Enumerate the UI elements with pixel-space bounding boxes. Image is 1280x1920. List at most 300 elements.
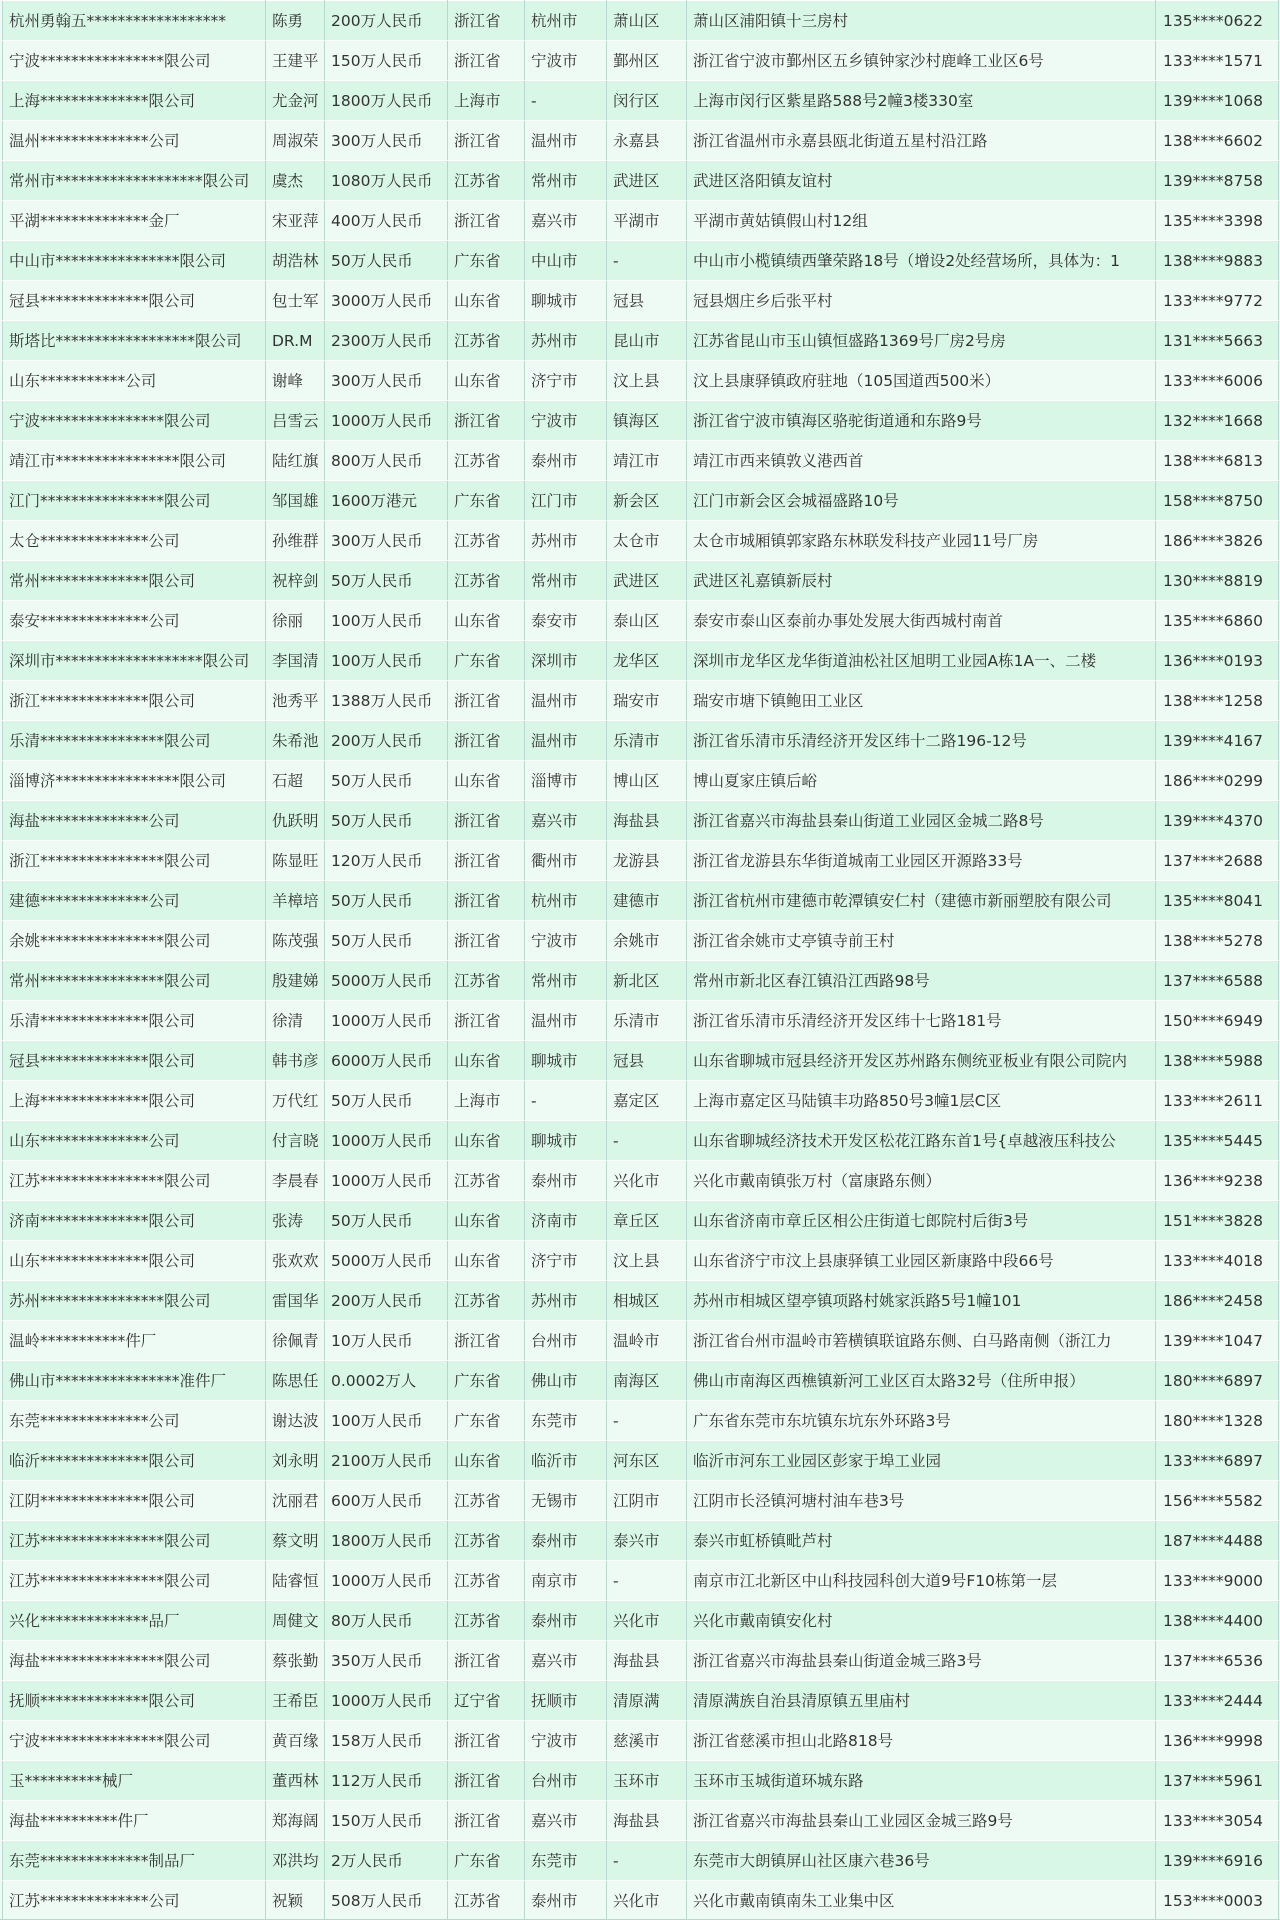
registered-capital-cell: 400万人民币 — [325, 201, 448, 241]
company-name-cell: 海盐****************限公司 — [3, 1641, 266, 1681]
city-cell: 温州市 — [525, 121, 607, 161]
legal-rep-cell: 万代红 — [266, 1081, 325, 1121]
company-name-cell: 江苏****************限公司 — [3, 1161, 266, 1201]
table-row[interactable] — [3, 1721, 1279, 1761]
phone-cell: 138****9883 — [1156, 241, 1279, 281]
address-cell: 萧山区浦阳镇十三房村 — [687, 1, 1156, 41]
table-row[interactable] — [3, 1681, 1279, 1721]
legal-rep-cell: 蔡文明 — [266, 1521, 325, 1561]
table-row[interactable] — [3, 1161, 1279, 1201]
table-row[interactable] — [3, 1801, 1279, 1841]
phone-cell: 133****9000 — [1156, 1561, 1279, 1601]
district-cell: 海盐县 — [607, 801, 687, 841]
district-cell: 相城区 — [607, 1281, 687, 1321]
registered-capital-cell: 10万人民币 — [325, 1321, 448, 1361]
phone-cell: 132****1668 — [1156, 401, 1279, 441]
district-cell: 温岭市 — [607, 1321, 687, 1361]
district-cell: 龙游县 — [607, 841, 687, 881]
company-name-cell: 玉**********械厂 — [3, 1761, 266, 1801]
address-cell: 浙江省慈溪市担山北路818号 — [687, 1721, 1156, 1761]
legal-rep-cell: 徐清 — [266, 1001, 325, 1041]
address-cell: 武进区洛阳镇友谊村 — [687, 161, 1156, 201]
table-row[interactable] — [3, 881, 1279, 921]
table-row[interactable] — [3, 1761, 1279, 1801]
registered-capital-cell: 508万人民币 — [325, 1881, 448, 1920]
legal-rep-cell: 陆红旗 — [266, 441, 325, 481]
legal-rep-cell: 周淑荣 — [266, 121, 325, 161]
phone-cell: 133****4018 — [1156, 1241, 1279, 1281]
table-row[interactable] — [3, 1641, 1279, 1681]
table-row[interactable] — [3, 401, 1279, 441]
registered-capital-cell: 200万人民币 — [325, 1, 448, 41]
province-cell: 山东省 — [448, 601, 525, 641]
address-cell: 南京市江北新区中山科技园科创大道9号F10栋第一层 — [687, 1561, 1156, 1601]
legal-rep-cell: 包士军 — [266, 281, 325, 321]
phone-cell: 137****6536 — [1156, 1641, 1279, 1681]
registered-capital-cell: 50万人民币 — [325, 881, 448, 921]
district-cell: 章丘区 — [607, 1201, 687, 1241]
legal-rep-cell: 雷国华 — [266, 1281, 325, 1321]
phone-cell: 135****3398 — [1156, 201, 1279, 241]
registered-capital-cell: 100万人民币 — [325, 641, 448, 681]
registered-capital-cell: 1000万人民币 — [325, 1001, 448, 1041]
city-cell: 济南市 — [525, 1201, 607, 1241]
city-cell: 泰州市 — [525, 441, 607, 481]
address-cell: 山东省聊城经济技术开发区松花江路东首1号{卓越液压科技公 — [687, 1121, 1156, 1161]
address-cell: 浙江省嘉兴市海盐县秦山街道工业园区金城二路8号 — [687, 801, 1156, 841]
registered-capital-cell: 1388万人民币 — [325, 681, 448, 721]
registered-capital-cell: 80万人民币 — [325, 1601, 448, 1641]
address-cell: 浙江省台州市温岭市箬横镇联谊路东侧、白马路南侧（浙江力 — [687, 1321, 1156, 1361]
table-row[interactable] — [3, 1601, 1279, 1641]
address-cell: 临沂市河东工业园区彭家于埠工业园 — [687, 1441, 1156, 1481]
legal-rep-cell: 徐佩青 — [266, 1321, 325, 1361]
province-cell: 浙江省 — [448, 801, 525, 841]
province-cell: 江苏省 — [448, 161, 525, 201]
city-cell: 东莞市 — [525, 1841, 607, 1881]
registered-capital-cell: 6000万人民币 — [325, 1041, 448, 1081]
legal-rep-cell: 陈思任 — [266, 1361, 325, 1401]
phone-cell: 138****1258 — [1156, 681, 1279, 721]
company-name-cell: 浙江**************限公司 — [3, 681, 266, 721]
address-cell: 浙江省宁波市镇海区骆驼街道通和东路9号 — [687, 401, 1156, 441]
table-row[interactable] — [3, 1441, 1279, 1481]
city-cell: - — [525, 1081, 607, 1121]
district-cell: - — [607, 1121, 687, 1161]
phone-cell: 138****6602 — [1156, 121, 1279, 161]
registered-capital-cell: 350万人民币 — [325, 1641, 448, 1681]
district-cell: - — [607, 1401, 687, 1441]
city-cell: 杭州市 — [525, 881, 607, 921]
table-row[interactable] — [3, 1561, 1279, 1601]
province-cell: 江苏省 — [448, 1161, 525, 1201]
province-cell: 广东省 — [448, 1841, 525, 1881]
table-row[interactable] — [3, 801, 1279, 841]
phone-cell: 137****6588 — [1156, 961, 1279, 1001]
phone-cell: 139****1047 — [1156, 1321, 1279, 1361]
legal-rep-cell: 黄百缘 — [266, 1721, 325, 1761]
phone-cell: 133****2444 — [1156, 1681, 1279, 1721]
district-cell: 博山区 — [607, 761, 687, 801]
address-cell: 浙江省乐清市乐清经济开发区纬十七路181号 — [687, 1001, 1156, 1041]
company-name-cell: 江门****************限公司 — [3, 481, 266, 521]
address-cell: 浙江省嘉兴市海盐县秦山工业园区金城三路9号 — [687, 1801, 1156, 1841]
company-name-cell: 乐清****************限公司 — [3, 721, 266, 761]
legal-rep-cell: 谢峰 — [266, 361, 325, 401]
registered-capital-cell: 5000万人民币 — [325, 961, 448, 1001]
phone-cell: 133****3054 — [1156, 1801, 1279, 1841]
phone-cell: 133****6897 — [1156, 1441, 1279, 1481]
address-cell: 苏州市相城区望亭镇项路村姚家浜路5号1幢101 — [687, 1281, 1156, 1321]
legal-rep-cell: 董西林 — [266, 1761, 325, 1801]
registered-capital-cell: 50万人民币 — [325, 1081, 448, 1121]
legal-rep-cell: 石超 — [266, 761, 325, 801]
city-cell: 苏州市 — [525, 1281, 607, 1321]
address-cell: 山东省济南市章丘区相公庄街道七郎院村后街3号 — [687, 1201, 1156, 1241]
registered-capital-cell: 300万人民币 — [325, 361, 448, 401]
address-cell: 兴化市戴南镇安化村 — [687, 1601, 1156, 1641]
table-row[interactable] — [3, 761, 1279, 801]
registered-capital-cell: 2300万人民币 — [325, 321, 448, 361]
table-row[interactable] — [3, 641, 1279, 681]
registered-capital-cell: 50万人民币 — [325, 761, 448, 801]
district-cell: 建德市 — [607, 881, 687, 921]
address-cell: 浙江省龙游县东华街道城南工业园区开源路33号 — [687, 841, 1156, 881]
registered-capital-cell: 50万人民币 — [325, 801, 448, 841]
city-cell: 温州市 — [525, 681, 607, 721]
district-cell: 鄞州区 — [607, 41, 687, 81]
table-row[interactable] — [3, 41, 1279, 81]
registered-capital-cell: 1080万人民币 — [325, 161, 448, 201]
company-name-cell: 山东***********公司 — [3, 361, 266, 401]
address-cell: 山东省济宁市汶上县康驿镇工业园区新康路中段66号 — [687, 1241, 1156, 1281]
company-name-cell: 临沂**************限公司 — [3, 1441, 266, 1481]
table-row[interactable] — [3, 1201, 1279, 1241]
phone-cell: 187****4488 — [1156, 1521, 1279, 1561]
company-name-cell: 东莞**************制品厂 — [3, 1841, 266, 1881]
city-cell: 深圳市 — [525, 641, 607, 681]
province-cell: 浙江省 — [448, 1001, 525, 1041]
city-cell: 宁波市 — [525, 401, 607, 441]
table-row[interactable] — [3, 1881, 1279, 1920]
address-cell: 江阴市长泾镇河塘村油车巷3号 — [687, 1481, 1156, 1521]
company-name-cell: 深圳市*******************限公司 — [3, 641, 266, 681]
district-cell: 新会区 — [607, 481, 687, 521]
phone-cell: 186****0299 — [1156, 761, 1279, 801]
district-cell: - — [607, 241, 687, 281]
table-row[interactable] — [3, 361, 1279, 401]
table-row[interactable] — [3, 1281, 1279, 1321]
address-cell: 博山夏家庄镇后峪 — [687, 761, 1156, 801]
city-cell: 宁波市 — [525, 1721, 607, 1761]
province-cell: 浙江省 — [448, 1, 525, 41]
table-row[interactable] — [3, 921, 1279, 961]
company-name-cell: 余姚****************限公司 — [3, 921, 266, 961]
table-row[interactable] — [3, 1081, 1279, 1121]
district-cell: 瑞安市 — [607, 681, 687, 721]
registered-capital-cell: 2万人民币 — [325, 1841, 448, 1881]
registered-capital-cell: 0.0002万人 — [325, 1361, 448, 1401]
district-cell: - — [607, 1561, 687, 1601]
phone-cell: 138****6813 — [1156, 441, 1279, 481]
legal-rep-cell: 张涛 — [266, 1201, 325, 1241]
table-row[interactable] — [3, 1481, 1279, 1521]
registered-capital-cell: 100万人民币 — [325, 1401, 448, 1441]
district-cell: 江阴市 — [607, 1481, 687, 1521]
registered-capital-cell: 200万人民币 — [325, 721, 448, 761]
table-row[interactable] — [3, 81, 1279, 121]
province-cell: 浙江省 — [448, 1801, 525, 1841]
company-name-cell: 江苏****************限公司 — [3, 1561, 266, 1601]
table-row[interactable] — [3, 561, 1279, 601]
city-cell: 宁波市 — [525, 41, 607, 81]
table-row[interactable] — [3, 1841, 1279, 1881]
company-name-cell: 冠县**************限公司 — [3, 1041, 266, 1081]
company-name-cell: 建德**************公司 — [3, 881, 266, 921]
city-cell: 东莞市 — [525, 1401, 607, 1441]
address-cell: 清原满族自治县清原镇五里庙村 — [687, 1681, 1156, 1721]
company-name-cell: 上海**************限公司 — [3, 81, 266, 121]
city-cell: 聊城市 — [525, 281, 607, 321]
province-cell: 广东省 — [448, 1401, 525, 1441]
phone-cell: 138****5278 — [1156, 921, 1279, 961]
phone-cell: 137****5961 — [1156, 1761, 1279, 1801]
legal-rep-cell: DR.M — [266, 321, 325, 361]
province-cell: 浙江省 — [448, 881, 525, 921]
company-name-cell: 常州**************限公司 — [3, 561, 266, 601]
phone-cell: 186****2458 — [1156, 1281, 1279, 1321]
table-body — [3, 1, 1279, 1920]
registered-capital-cell: 1000万人民币 — [325, 1561, 448, 1601]
district-cell: 永嘉县 — [607, 121, 687, 161]
legal-rep-cell: 祝梓剑 — [266, 561, 325, 601]
phone-cell: 135****5445 — [1156, 1121, 1279, 1161]
district-cell: 清原满 — [607, 1681, 687, 1721]
district-cell: 武进区 — [607, 561, 687, 601]
city-cell: 温州市 — [525, 1001, 607, 1041]
address-cell: 佛山市南海区西樵镇新河工业区百太路32号（住所申报） — [687, 1361, 1156, 1401]
table-row[interactable] — [3, 1041, 1279, 1081]
table-row[interactable] — [3, 521, 1279, 561]
city-cell: 常州市 — [525, 161, 607, 201]
table-row[interactable] — [3, 1321, 1279, 1361]
company-name-cell: 山东**************公司 — [3, 1121, 266, 1161]
province-cell: 山东省 — [448, 761, 525, 801]
registered-capital-cell: 50万人民币 — [325, 561, 448, 601]
address-cell: 冠县烟庄乡后张平村 — [687, 281, 1156, 321]
table-row[interactable] — [3, 1241, 1279, 1281]
phone-cell: 186****3826 — [1156, 521, 1279, 561]
table-row[interactable] — [3, 681, 1279, 721]
registered-capital-cell: 1000万人民币 — [325, 1121, 448, 1161]
address-cell: 上海市嘉定区马陆镇丰功路850号3幢1层C区 — [687, 1081, 1156, 1121]
company-name-cell: 平湖**************金厂 — [3, 201, 266, 241]
table-row[interactable] — [3, 1, 1279, 41]
company-name-cell: 江苏**************公司 — [3, 1881, 266, 1920]
district-cell: 平湖市 — [607, 201, 687, 241]
district-cell: 武进区 — [607, 161, 687, 201]
legal-rep-cell: 李国清 — [266, 641, 325, 681]
phone-cell: 136****0193 — [1156, 641, 1279, 681]
district-cell: 兴化市 — [607, 1601, 687, 1641]
registered-capital-cell: 1800万人民币 — [325, 81, 448, 121]
company-name-cell: 抚顺**************限公司 — [3, 1681, 266, 1721]
company-name-cell: 泰安**************公司 — [3, 601, 266, 641]
company-name-cell: 宁波****************限公司 — [3, 1721, 266, 1761]
legal-rep-cell: 周健文 — [266, 1601, 325, 1641]
table-row[interactable] — [3, 201, 1279, 241]
legal-rep-cell: 羊樟培 — [266, 881, 325, 921]
district-cell: 海盐县 — [607, 1801, 687, 1841]
city-cell: 常州市 — [525, 561, 607, 601]
province-cell: 上海市 — [448, 1081, 525, 1121]
registered-capital-cell: 1000万人民币 — [325, 1681, 448, 1721]
company-name-cell: 太仓**************公司 — [3, 521, 266, 561]
phone-cell: 130****8819 — [1156, 561, 1279, 601]
company-name-cell: 淄博济****************限公司 — [3, 761, 266, 801]
registered-capital-cell: 300万人民币 — [325, 121, 448, 161]
company-name-cell: 佛山市****************准件厂 — [3, 1361, 266, 1401]
city-cell: 嘉兴市 — [525, 1801, 607, 1841]
legal-rep-cell: 朱希池 — [266, 721, 325, 761]
district-cell: 乐清市 — [607, 1001, 687, 1041]
phone-cell: 135****8041 — [1156, 881, 1279, 921]
company-name-cell: 杭州勇翰五****************** — [3, 1, 266, 41]
registered-capital-cell: 158万人民币 — [325, 1721, 448, 1761]
district-cell: 海盐县 — [607, 1641, 687, 1681]
table-row[interactable] — [3, 1001, 1279, 1041]
company-name-cell: 兴化**************品厂 — [3, 1601, 266, 1641]
company-name-cell: 冠县**************限公司 — [3, 281, 266, 321]
registered-capital-cell: 150万人民币 — [325, 41, 448, 81]
legal-rep-cell: 张欢欢 — [266, 1241, 325, 1281]
registered-capital-cell: 50万人民币 — [325, 1201, 448, 1241]
phone-cell: 135****6860 — [1156, 601, 1279, 641]
district-cell: 昆山市 — [607, 321, 687, 361]
city-cell: 嘉兴市 — [525, 801, 607, 841]
legal-rep-cell: 李晨春 — [266, 1161, 325, 1201]
table-row[interactable] — [3, 321, 1279, 361]
legal-rep-cell: 邹国雄 — [266, 481, 325, 521]
legal-rep-cell: 殷建娣 — [266, 961, 325, 1001]
company-name-cell: 东莞**************公司 — [3, 1401, 266, 1441]
district-cell: 汶上县 — [607, 361, 687, 401]
city-cell: 江门市 — [525, 481, 607, 521]
province-cell: 山东省 — [448, 1121, 525, 1161]
province-cell: 浙江省 — [448, 1321, 525, 1361]
province-cell: 广东省 — [448, 641, 525, 681]
phone-cell: 156****5582 — [1156, 1481, 1279, 1521]
phone-cell: 139****8758 — [1156, 161, 1279, 201]
table-row[interactable] — [3, 481, 1279, 521]
address-cell: 深圳市龙华区龙华街道油松社区旭明工业园A栋1A一、二楼 — [687, 641, 1156, 681]
province-cell: 浙江省 — [448, 1641, 525, 1681]
registered-capital-cell: 3000万人民币 — [325, 281, 448, 321]
registered-capital-cell: 200万人民币 — [325, 1281, 448, 1321]
table-row[interactable] — [3, 1401, 1279, 1441]
company-name-cell: 浙江****************限公司 — [3, 841, 266, 881]
legal-rep-cell: 祝颖 — [266, 1881, 325, 1920]
province-cell: 浙江省 — [448, 681, 525, 721]
city-cell: 济宁市 — [525, 1241, 607, 1281]
legal-rep-cell: 王希臣 — [266, 1681, 325, 1721]
table-row[interactable] — [3, 601, 1279, 641]
city-cell: 台州市 — [525, 1761, 607, 1801]
province-cell: 上海市 — [448, 81, 525, 121]
city-cell: 苏州市 — [525, 321, 607, 361]
city-cell: 泰州市 — [525, 1881, 607, 1920]
registered-capital-cell: 112万人民币 — [325, 1761, 448, 1801]
city-cell: 台州市 — [525, 1321, 607, 1361]
province-cell: 江苏省 — [448, 1521, 525, 1561]
phone-cell: 153****0003 — [1156, 1881, 1279, 1920]
address-cell: 太仓市城厢镇郭家路东林联发科技产业园11号厂房 — [687, 521, 1156, 561]
phone-cell: 131****5663 — [1156, 321, 1279, 361]
company-name-cell: 苏州****************限公司 — [3, 1281, 266, 1321]
city-cell: 泰州市 — [525, 1521, 607, 1561]
district-cell: 泰山区 — [607, 601, 687, 641]
legal-rep-cell: 陈显旺 — [266, 841, 325, 881]
table-row[interactable] — [3, 441, 1279, 481]
city-cell: 苏州市 — [525, 521, 607, 561]
legal-rep-cell: 邓洪均 — [266, 1841, 325, 1881]
district-cell: 河东区 — [607, 1441, 687, 1481]
table-row[interactable] — [3, 1121, 1279, 1161]
table-row[interactable] — [3, 241, 1279, 281]
address-cell: 东莞市大朗镇屏山社区康六巷36号 — [687, 1841, 1156, 1881]
table-row[interactable] — [3, 721, 1279, 761]
phone-cell: 150****6949 — [1156, 1001, 1279, 1041]
legal-rep-cell: 吕雪云 — [266, 401, 325, 441]
table-row[interactable] — [3, 281, 1279, 321]
province-cell: 江苏省 — [448, 561, 525, 601]
legal-rep-cell: 郑海阔 — [266, 1801, 325, 1841]
province-cell: 江苏省 — [448, 1881, 525, 1920]
table-row[interactable] — [3, 121, 1279, 161]
company-name-cell: 乐清**************限公司 — [3, 1001, 266, 1041]
address-cell: 兴化市戴南镇南朱工业集中区 — [687, 1881, 1156, 1920]
address-cell: 江门市新会区会城福盛路10号 — [687, 481, 1156, 521]
table-row[interactable] — [3, 1521, 1279, 1561]
district-cell: 太仓市 — [607, 521, 687, 561]
province-cell: 山东省 — [448, 1041, 525, 1081]
district-cell: 玉环市 — [607, 1761, 687, 1801]
address-cell: 上海市闵行区紫星路588号2幢3楼330室 — [687, 81, 1156, 121]
company-name-cell: 常州市*******************限公司 — [3, 161, 266, 201]
registered-capital-cell: 1000万人民币 — [325, 401, 448, 441]
district-cell: 新北区 — [607, 961, 687, 1001]
table-row[interactable] — [3, 961, 1279, 1001]
city-cell: 衢州市 — [525, 841, 607, 881]
city-cell: 无锡市 — [525, 1481, 607, 1521]
phone-cell: 138****4400 — [1156, 1601, 1279, 1641]
province-cell: 江苏省 — [448, 1281, 525, 1321]
province-cell: 浙江省 — [448, 1721, 525, 1761]
registered-capital-cell: 50万人民币 — [325, 241, 448, 281]
province-cell: 江苏省 — [448, 441, 525, 481]
table-row[interactable] — [3, 1361, 1279, 1401]
address-cell: 浙江省嘉兴市海盐县秦山街道金城三路3号 — [687, 1641, 1156, 1681]
legal-rep-cell: 刘永明 — [266, 1441, 325, 1481]
province-cell: 辽宁省 — [448, 1681, 525, 1721]
table-row[interactable] — [3, 161, 1279, 201]
district-cell: 萧山区 — [607, 1, 687, 41]
legal-rep-cell: 尤金河 — [266, 81, 325, 121]
district-cell: 乐清市 — [607, 721, 687, 761]
table-row[interactable] — [3, 841, 1279, 881]
city-cell: 泰州市 — [525, 1601, 607, 1641]
company-name-cell: 济南**************限公司 — [3, 1201, 266, 1241]
